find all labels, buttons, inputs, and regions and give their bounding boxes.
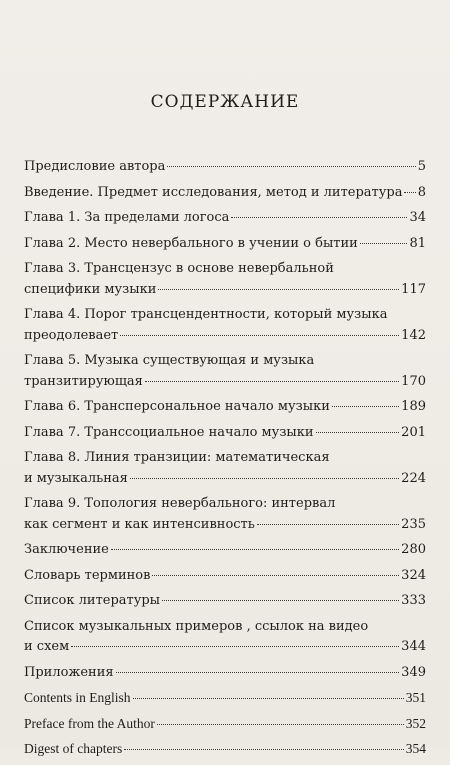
toc-entry [24, 183, 426, 204]
toc-entry-page-number: 344 [401, 639, 426, 654]
toc-entry-title: Contents in English [24, 690, 131, 705]
dot-leader [120, 335, 399, 336]
toc-entry-row [24, 739, 426, 760]
toc-entry-title: Предисловие автора [24, 159, 166, 174]
toc-entry-title: Глава 7. Транссоциальное начало музыки [24, 424, 314, 440]
toc-entry-title: Глава 1. За пределами логоса [24, 210, 230, 225]
toc-entry-row [24, 423, 426, 444]
toc-entry [24, 688, 426, 709]
toc-entry-page-number: 280 [401, 542, 426, 557]
toc-entry [24, 663, 426, 684]
toc-entry-title-line: Глава 3. Трансцензус в основе невербальной [24, 261, 334, 276]
toc-entry [24, 305, 426, 346]
toc-entry [24, 566, 426, 587]
toc-entry-title: и музыкальная [24, 470, 128, 486]
toc-entry-page-number: 142 [401, 327, 426, 343]
toc-entry [24, 259, 426, 300]
toc-entry-title: транзитирующая [24, 373, 143, 389]
toc-entry [24, 351, 426, 392]
toc-entry [24, 540, 426, 561]
toc-entry-row [24, 714, 426, 735]
toc-entry-page-number: 81 [409, 235, 426, 251]
toc-entry-page-number: 201 [401, 424, 426, 440]
toc-entry-row [24, 183, 426, 204]
toc-entry [24, 397, 426, 418]
toc-entry-page-number: 333 [401, 593, 426, 608]
toc-entry-row [24, 637, 426, 658]
toc-entry-page-number: 351 [405, 690, 426, 705]
toc-entry-row [24, 540, 426, 561]
toc-entry-row [24, 280, 426, 301]
toc-entry-row [24, 157, 426, 178]
toc-entry-title: Список литературы [24, 593, 161, 608]
dot-leader [332, 406, 399, 407]
toc-entry-page-number: 349 [401, 664, 426, 680]
toc-entry-title: Введение. Предмет исследования, метод и литература [24, 184, 403, 200]
toc-entry-page-number: 8 [417, 184, 426, 200]
toc-entry-title: Digest of chapters [24, 741, 123, 756]
toc-entry-page-number: 189 [401, 399, 426, 414]
toc-entry-page-number: 5 [417, 159, 426, 174]
toc-entry-title: преодолевает [24, 327, 119, 343]
dot-leader [133, 698, 404, 699]
toc-entry-page-number: 170 [401, 373, 426, 389]
page-title: СОДЕРЖАНИЕ [150, 92, 300, 112]
toc-entry [24, 617, 426, 658]
toc-entry-title-line: Глава 9. Топология невербального: интервал [24, 496, 336, 511]
dot-leader [158, 289, 399, 290]
dot-leader [124, 749, 404, 750]
toc-entry-title-line: Глава 8. Линия транзиции: математическая [24, 450, 330, 465]
toc-entry-title: как сегмент и как интенсивность [24, 516, 255, 532]
toc-entry-row [24, 234, 426, 255]
dot-leader [360, 243, 408, 244]
toc-entry-page-number: 352 [405, 715, 426, 731]
toc-entry-title-line: Глава 5. Музыка существующая и музыка [24, 353, 315, 368]
toc-entry-row [24, 208, 426, 229]
toc-entry-title: Приложения [24, 664, 114, 680]
toc-entry-title: Глава 2. Место невербального в учении о бытии [24, 235, 358, 251]
toc-entry-row [24, 566, 426, 587]
toc-entry [24, 423, 426, 444]
toc-entry-title-line: Глава 4. Порог трансцендентности, который музыка [24, 307, 388, 322]
toc-entry [24, 208, 426, 229]
toc-entry-title: Словарь терминов [24, 567, 151, 583]
toc-entry-title: Глава 6. Трансперсональное начало музыки [24, 399, 330, 414]
dot-leader [316, 432, 400, 433]
toc-entry-title: и схем [24, 639, 70, 654]
toc-entry-row [24, 663, 426, 684]
toc-entry-page-number: 235 [401, 516, 426, 532]
dot-leader [257, 524, 399, 525]
dot-leader [157, 724, 404, 725]
toc-entry-row [24, 372, 426, 393]
toc-entry-title: специфики музыки [24, 281, 157, 297]
toc-entry [24, 234, 426, 255]
dot-leader [404, 192, 415, 193]
toc-entry-row [24, 515, 426, 536]
toc-entry [24, 494, 426, 535]
toc-entry-page-number: 117 [401, 281, 426, 297]
dot-leader [162, 600, 399, 601]
toc-entry [24, 714, 426, 735]
dot-leader [71, 646, 399, 647]
toc-entry [24, 591, 426, 612]
toc-entry-page-number: 224 [401, 470, 426, 486]
toc-entry-page-number: 354 [405, 741, 426, 756]
toc-entry-row [24, 469, 426, 490]
toc-entry-row [24, 326, 426, 347]
dot-leader [116, 672, 400, 673]
toc-entry [24, 157, 426, 178]
toc-entry [24, 448, 426, 489]
toc-entry-row [24, 397, 426, 418]
toc-entry-page-number: 34 [409, 210, 426, 225]
toc-entry [24, 739, 426, 760]
toc-entry-page-number: 324 [401, 567, 426, 583]
dot-leader [111, 549, 399, 550]
toc-entry-title-line: Список музыкальных примеров , ссылок на видео [24, 618, 369, 634]
dot-leader [130, 478, 399, 479]
dot-leader [231, 217, 407, 218]
toc-entry-row [24, 591, 426, 612]
dot-leader [167, 166, 415, 167]
toc-entry-title: Заключение [24, 542, 109, 557]
dot-leader [152, 575, 399, 576]
dot-leader [145, 381, 399, 382]
toc-entry-row [24, 688, 426, 709]
toc-entry-title: Preface from the Author [24, 715, 155, 731]
table-of-contents [24, 157, 426, 765]
